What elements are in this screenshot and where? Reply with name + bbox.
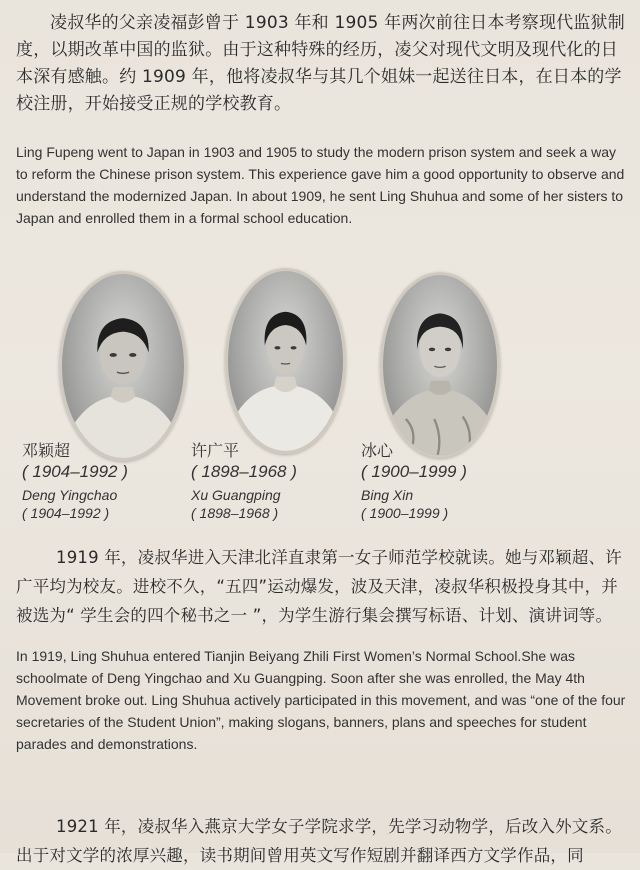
portrait-bing-xin [380,272,500,458]
intro-paragraph-english: Ling Fupeng went to Japan in 1903 and 1905 to study the modern prison system and seek a way to reform the Chinese prison system. This experience gave him a good opportunity to observe and understand the modernized Japan. In about 1909, he sent Ling Shuhua and some of her sisters to Japan and enrolled them in a formal school education. [16,144,625,226]
school-paragraph-chinese: 1919 年，凌叔华进入天津北洋直隶第一女子师范学校就读。她与邓颖超、许广平均为校友。进校不久，“五四”运动爆发，波及天津，凌叔华积极投身其中，并被选为“ 学生会的四个秘书之一 ”，为学生游行集会撰写标语、计划、演讲词等。 [16,548,622,625]
portrait-xu-guangping [225,268,346,454]
caption-years-chinese: ( 1904–1992 ) [22,462,128,481]
caption-name-chinese: 邓颖超 [22,441,71,460]
caption-name-chinese: 冰心 [361,441,394,460]
caption-name-chinese: 许广平 [191,441,240,460]
caption-years-english: ( 1900–1999 ) [361,505,449,521]
caption-years-english: ( 1898–1968 ) [191,505,279,521]
school-paragraph-english: In 1919, Ling Shuhua entered Tianjin Beiyang Zhili First Women’s Normal School.She was schoolmate of Deng Yingchao and Xu Guangping. Soon after she was enrolled, the May 4th Movement broke out. Ling Shuhua actively participated in this movement, and was “one of the four secretaries of the Student Union”, making slogans, banners, plans and speeches for student parades and demonstrations. [16,648,626,752]
caption-years-chinese: ( 1898–1968 ) [191,462,297,481]
caption-xu-guangping [191,441,297,522]
caption-bing-xin [361,441,467,522]
intro-paragraph-chinese: 凌叔华的父亲凌福彭曾于 1903 年和 1905 年两次前往日本考察现代监狱制度，以期改革中国的监狱。由于这种特殊的经历，凌父对现代文明及现代化的日本深有感触。约 1909 年，他将凌叔华与其几个姐妹一起送往日本，在日本的学校注册，开始接受正规的学校教育。 [16,13,625,114]
caption-name-english: Deng Yingchao [22,487,118,503]
caption-name-english: Xu Guangping [191,487,281,503]
caption-deng-yingchao [22,441,128,522]
university-paragraph-chinese: 1921 年，凌叔华入燕京大学女子学院求学，先学习动物学，后改入外文系。出于对文学的浓厚兴趣，读书期间曾用英文写作短剧并翻译西方文学作品，同 [16,817,622,865]
portrait-deng-yingchao [59,271,187,461]
caption-name-english: Bing Xin [361,487,414,503]
caption-years-english: ( 1904–1992 ) [22,505,110,521]
caption-years-chinese: ( 1900–1999 ) [361,462,467,481]
